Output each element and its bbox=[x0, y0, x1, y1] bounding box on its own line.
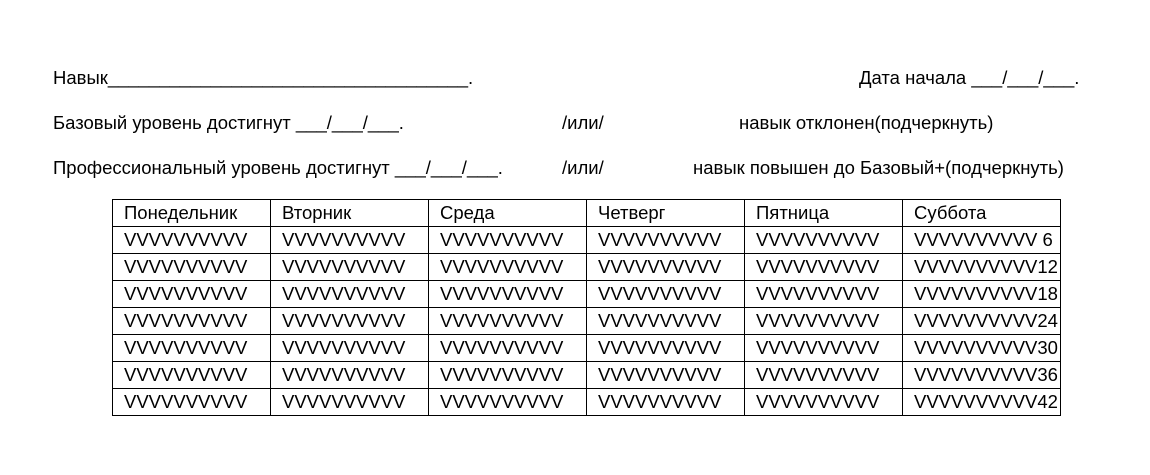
column-header-wednesday: Среда bbox=[429, 200, 587, 227]
table-cell: VVVVVVVVVV bbox=[271, 308, 429, 335]
table-cell: VVVVVVVVVV24 bbox=[903, 308, 1061, 335]
table-row bbox=[113, 389, 1061, 416]
table-cell: VVVVVVVVVV bbox=[745, 227, 903, 254]
table-cell: VVVVVVVVVV bbox=[113, 281, 271, 308]
table-cell: VVVVVVVVVV bbox=[271, 335, 429, 362]
table-row bbox=[113, 362, 1061, 389]
table-cell: VVVVVVVVVV bbox=[429, 389, 587, 416]
table-header-row bbox=[113, 200, 1061, 227]
table-row bbox=[113, 281, 1061, 308]
skill-raised-line: навык повышен до Базовый+(подчеркнуть) bbox=[693, 157, 1064, 178]
table-cell: VVVVVVVVVV bbox=[113, 227, 271, 254]
skill-rejected-line: навык отклонен(подчеркнуть) bbox=[739, 112, 994, 133]
table-cell: VVVVVVVVVV bbox=[113, 362, 271, 389]
table-cell: VVVVVVVVVV bbox=[429, 227, 587, 254]
professional-level-line: Профессиональный уровень достигнут ___/___/___. bbox=[53, 157, 503, 178]
table-cell: VVVVVVVVVV30 bbox=[903, 335, 1061, 362]
weekly-tracking-table bbox=[112, 199, 1061, 416]
column-header-monday: Понедельник bbox=[113, 200, 271, 227]
table-cell: VVVVVVVVVV12 bbox=[903, 254, 1061, 281]
table-cell: VVVVVVVVVV bbox=[429, 308, 587, 335]
table-cell: VVVVVVVVVV bbox=[587, 254, 745, 281]
table-cell: VVVVVVVVVV bbox=[587, 335, 745, 362]
table-row bbox=[113, 254, 1061, 281]
table-cell: VVVVVVVVVV bbox=[113, 335, 271, 362]
table-cell: VVVVVVVVVV bbox=[429, 254, 587, 281]
table-cell: VVVVVVVVVV bbox=[587, 227, 745, 254]
table-cell: VVVVVVVVVV bbox=[271, 362, 429, 389]
table-row bbox=[113, 227, 1061, 254]
table-cell: VVVVVVVVVV bbox=[587, 362, 745, 389]
column-header-friday: Пятница bbox=[745, 200, 903, 227]
table-cell: VVVVVVVVVV bbox=[587, 308, 745, 335]
table-cell: VVVVVVVVVV36 bbox=[903, 362, 1061, 389]
table-cell: VVVVVVVVVV bbox=[429, 281, 587, 308]
table-cell: VVVVVVVVVV bbox=[113, 308, 271, 335]
table-cell: VVVVVVVVVV18 bbox=[903, 281, 1061, 308]
table-cell: VVVVVVVVVV bbox=[745, 362, 903, 389]
table-cell: VVVVVVVVVV bbox=[271, 281, 429, 308]
column-header-tuesday: Вторник bbox=[271, 200, 429, 227]
table-row bbox=[113, 335, 1061, 362]
table-cell: VVVVVVVVVV bbox=[745, 281, 903, 308]
column-header-thursday: Четверг bbox=[587, 200, 745, 227]
table-cell: VVVVVVVVVV bbox=[271, 389, 429, 416]
column-header-saturday: Суббота bbox=[903, 200, 1061, 227]
table-cell: VVVVVVVVVV bbox=[429, 335, 587, 362]
table-row bbox=[113, 308, 1061, 335]
table-cell: VVVVVVVVVV bbox=[587, 281, 745, 308]
table-cell: VVVVVVVVVV bbox=[745, 308, 903, 335]
table-cell: VVVVVVVVVV bbox=[587, 389, 745, 416]
table-cell: VVVVVVVVVV bbox=[429, 362, 587, 389]
table-cell: VVVVVVVVVV bbox=[745, 389, 903, 416]
table-cell: VVVVVVVVVV bbox=[113, 254, 271, 281]
table-cell: VVVVVVVVVV42 bbox=[903, 389, 1061, 416]
or-separator-1: /или/ bbox=[562, 112, 604, 133]
table-cell: VVVVVVVVVV bbox=[271, 227, 429, 254]
start-date-line: Дата начала ___/___/___. bbox=[859, 67, 1080, 88]
table-cell: VVVVVVVVVV bbox=[745, 335, 903, 362]
or-separator-2: /или/ bbox=[562, 157, 604, 178]
table-cell: VVVVVVVVVV 6 bbox=[903, 227, 1061, 254]
skill-line: Навык___________________________________. bbox=[53, 67, 474, 88]
basic-level-line: Базовый уровень достигнут ___/___/___. bbox=[53, 112, 404, 133]
table-cell: VVVVVVVVVV bbox=[745, 254, 903, 281]
table-cell: VVVVVVVVVV bbox=[271, 254, 429, 281]
table-cell: VVVVVVVVVV bbox=[113, 389, 271, 416]
